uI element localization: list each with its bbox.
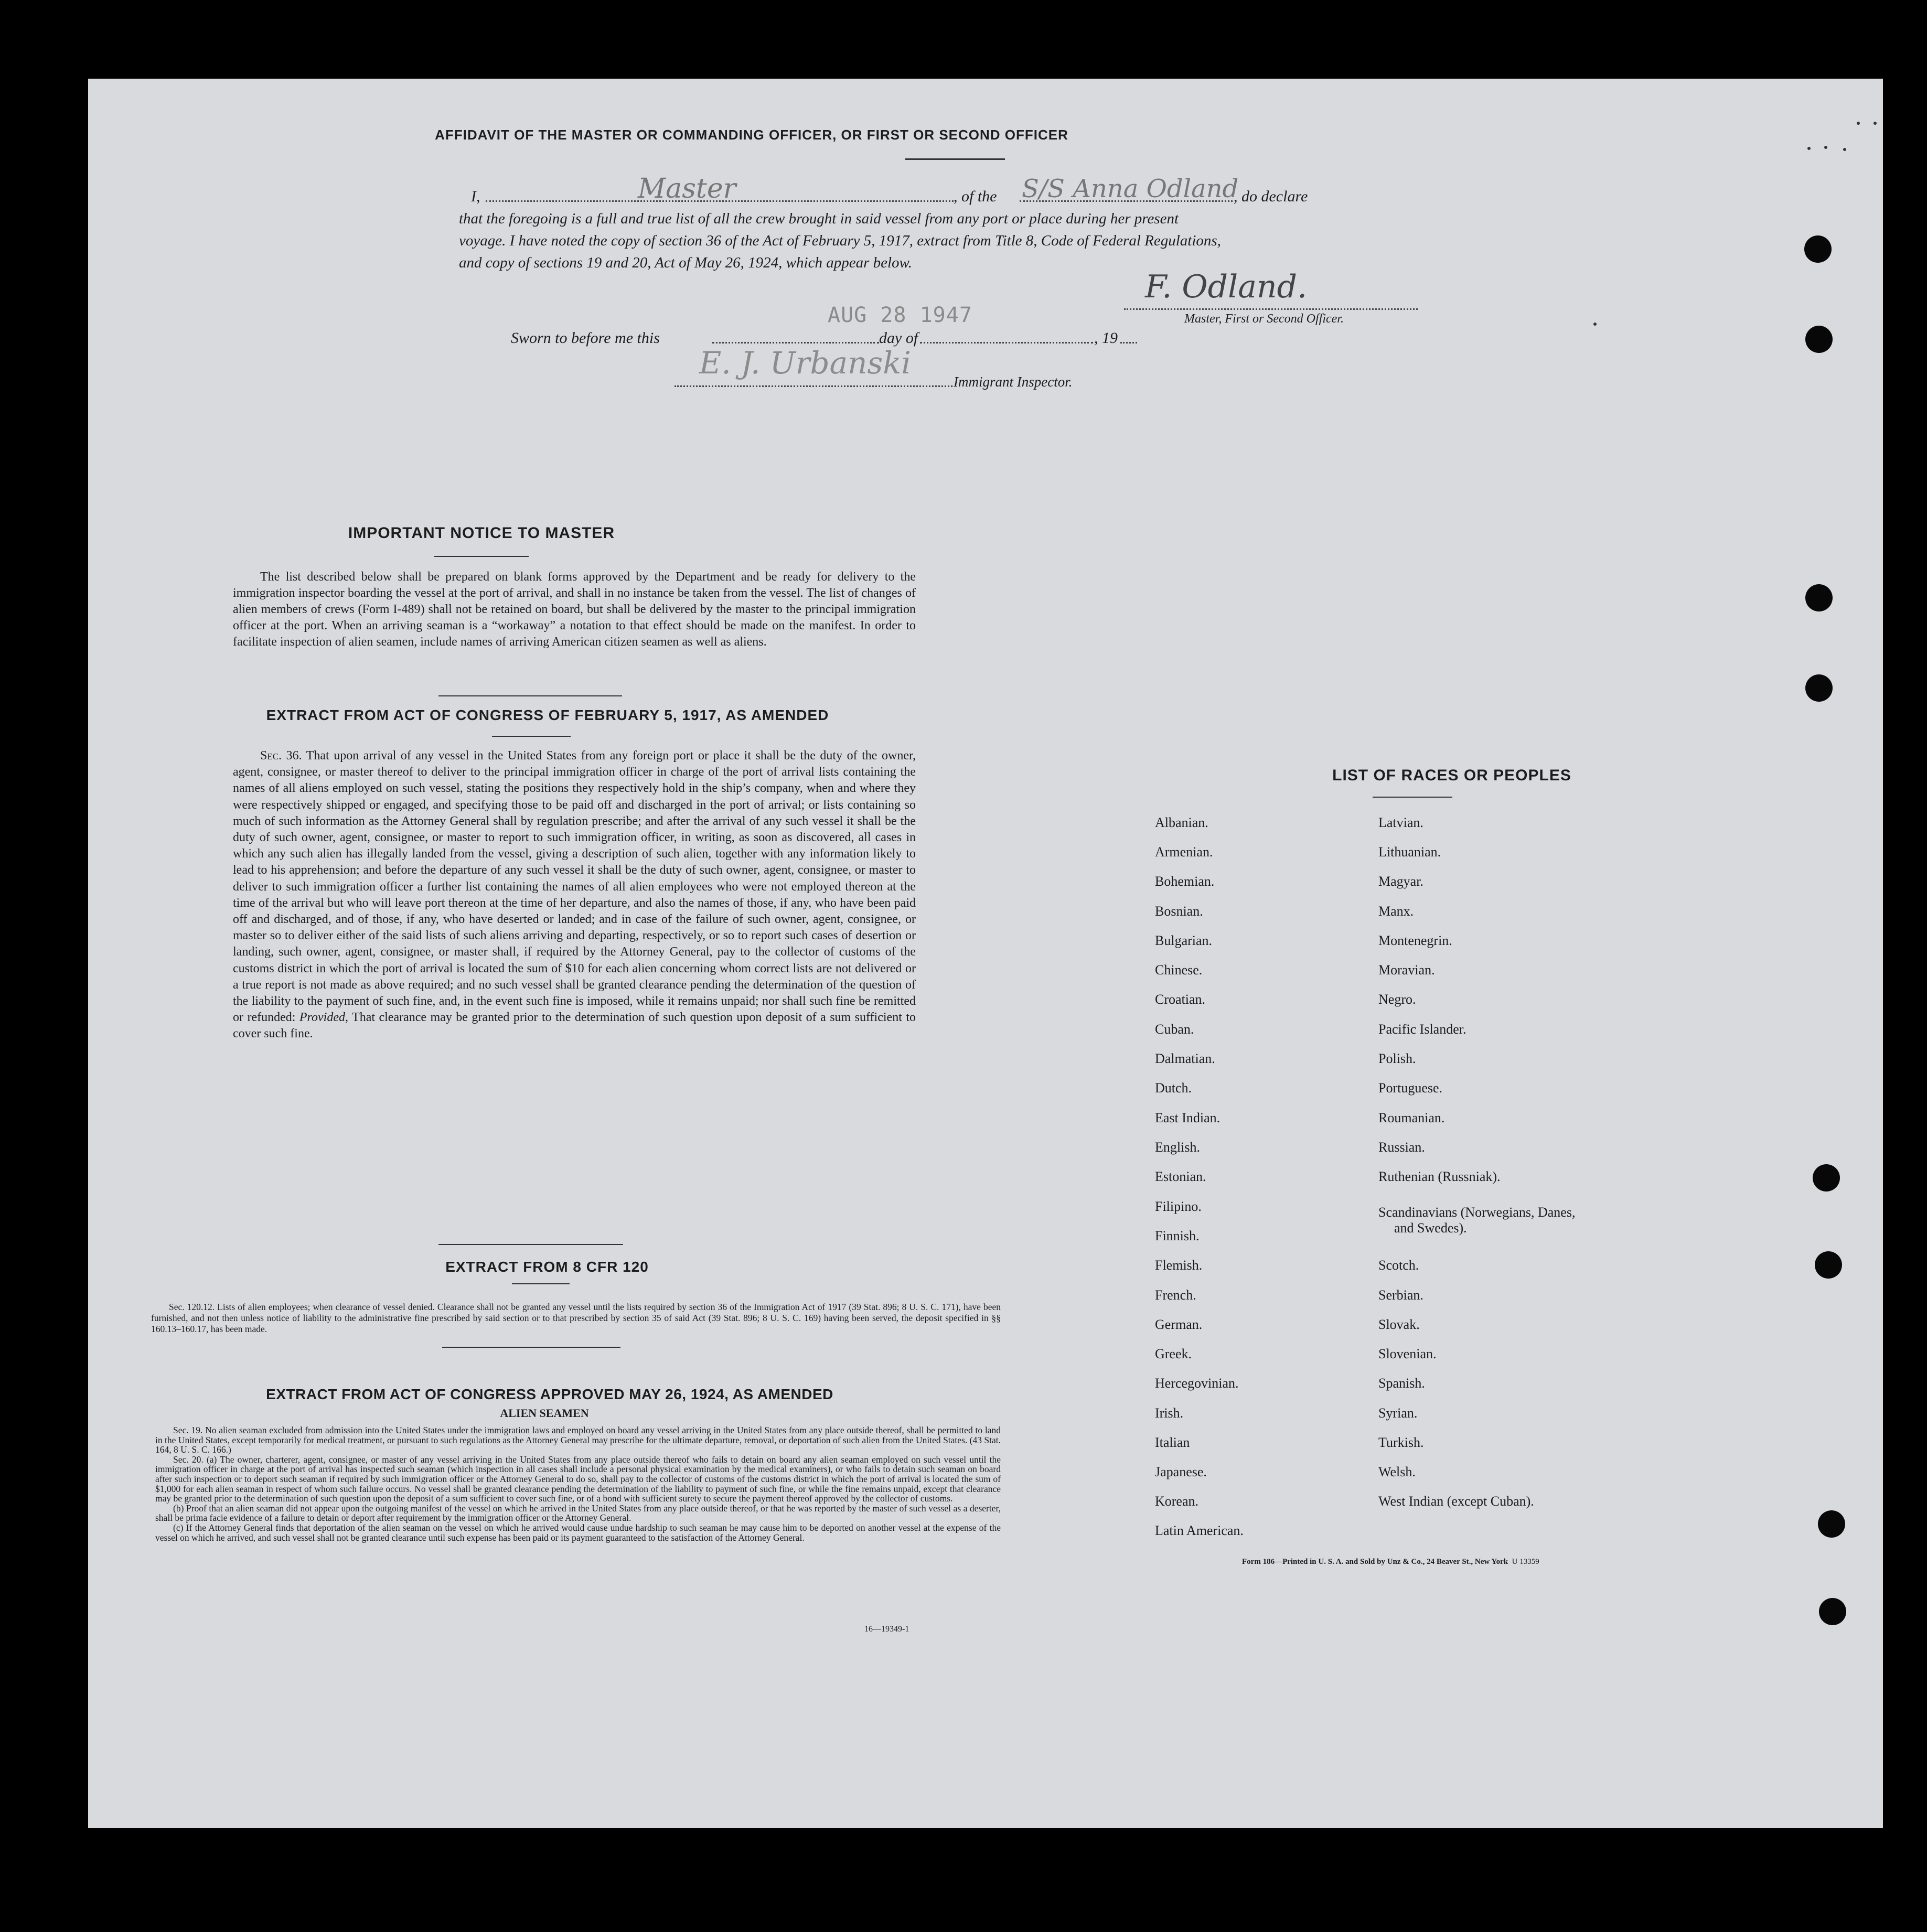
race-item: Dalmatian. [1155,1051,1215,1066]
form-note [1242,1558,1539,1566]
master-caption: Master, First or Second Officer. [1184,312,1344,326]
notice-text: The list described below shall be prepared on blank forms approved by the Department and be ready for delivery to the immigration inspector boarding the vessel at the port of arrival, and shall in no instance be taken from the vessel. The list of changes of alien members of crews (Form I-489) shall not be retained on board, but shall be delivered by the master to the principal immigration officer at the port. When an arriving seaman is a “workaway” a notation to that effect should be made on the manifest. In order to facilitate inspection of alien seamen, include names of arriving American citizen seamen as well as aliens. [233,570,916,649]
race-item: Hercegovinian. [1155,1376,1239,1391]
binder-hole [1813,1164,1840,1192]
race-item: Syrian. [1378,1405,1418,1421]
month-line [920,342,1093,344]
sec36-body: That upon arrival of any vessel in the United States from any foreign port or place it shall be the duty of the owner, agent, consignee, or master thereof to deliver to the principal immigration officer in charge of the port of arrival lists containing the names of all aliens employed on such vessel, stating the positions they respectively hold in the ship’s company, when and where they were respectively shipped or engaged, and specifying those to be paid off and discharged in the port of arrival; or lists containing so much of such information as the Attorney General shall by regulation prescribe; and after the arrival of any such vessel it shall be the duty of such owner, agent, consignee, or master to report to such immigration officer, in writing, as soon as discovered, all cases in which any such alien has illegally landed from the vessel, giving a description of such alien, together with any information likely to lead to his apprehension; and before the departure of any such vessel it shall be the duty of such owner, agent, consignee, or master to deliver to such immigration officer a further list containing the names of all alien employees who were not employed thereon at the time of the arrival but who will leave port thereon at the time of her departure, and also the names of those, if any, who have been paid off and discharged, and of those, if any, who have deserted or landed; and in case of the failure of such owner, agent, consignee, or master so to deliver either of the said lists of such aliens arriving and departing, respectively, or so to report such cases of desertion or landing, such owner, agent, consignee, or master shall, if required by the Attorney General, pay to the collector of customs of the customs district in which the port of arrival is located the sum of $10 for each alien concerning whom correct lists are not delivered or a true report is not made as above required; and no such vessel shall be granted clearance pending the determination of the question of the liability to the payment of such fine, and, in the event such fine is imposed, while it remains unpaid; nor shall such fine be remitted or refunded: [233,749,916,1025]
form-code: U 13359 [1512,1558,1539,1566]
year-prefix: , 19 [1094,329,1118,347]
race-item: Dutch. [1155,1080,1192,1096]
extract-1917-title: EXTRACT FROM ACT OF CONGRESS OF FEBRUARY 5, 1917, AS AMENDED [266,707,829,723]
notice-title: IMPORTANT NOTICE TO MASTER [348,524,615,542]
affidavit-line-4: and copy of sections 19 and 20, Act of May 26, 1924, which appear below. [459,254,912,271]
notice-rule [434,556,529,557]
race-item: Russian. [1378,1140,1425,1155]
race-item: Korean. [1155,1494,1199,1509]
section-divider-2 [438,1244,623,1245]
binder-hole [1805,584,1833,611]
do-declare-label: , do declare [1234,188,1308,205]
race-item: Portuguese. [1378,1080,1443,1096]
race-item: Bulgarian. [1155,933,1213,948]
sec20a-text: Sec. 20. (a) The owner, charterer, agent, consignee, or master of any vessel arriving in the United States from any place outside thereof who fails to detain on board any alien seaman employed on such vessel until the immigration officer in charge at the port of arrival has inspected such seaman (which inspection in all cases shall include a personal physical examination by the medical examiners), or who fails to detain such seaman on board after such inspection or to deport such seaman if required by such immigration officer or the Attorney General to do so, shall pay to the collector of customs of the customs district in which the port of arrival is located the sum of $1,000 for each alien seaman in respect of whom such failure occurs. No vessel shall be granted clearance pending the determination of the liability to payment of such fine, or while the fine remains unpaid, except that clearance may be granted prior to the determination of such question upon the deposit of a sum sufficient to cover such fine, or of a bond with sufficient surety to secure the payment thereof approved by the collector of customs. [155,1454,1001,1504]
sec36-label: Sec. 36. [260,749,302,763]
signature-line [1124,308,1418,310]
speck [1824,146,1827,149]
sec36-text [233,748,916,1043]
day-of-label: day of [879,329,918,347]
date-stamp: AUG 28 1947 [828,303,972,327]
race-item: Bosnian. [1155,904,1203,919]
race-item: English. [1155,1140,1200,1155]
master-signature: F. Odland. [1145,269,1308,305]
master-handwriting: Master [638,173,736,205]
race-item: Armenian. [1155,844,1213,860]
inspector-caption: Immigrant Inspector. [954,374,1073,390]
inspector-signature: E. J. Urbanski [699,345,911,381]
section-divider-1 [438,695,622,696]
race-item: Latvian. [1378,815,1423,830]
extract-cfr-title: EXTRACT FROM 8 CFR 120 [445,1259,649,1275]
binder-hole [1804,235,1832,263]
race-item: Irish. [1155,1405,1184,1421]
affidavit-line-3: voyage. I have noted the copy of section 36 of the Act of February 5, 1917, extract from Title 8, Code of Federal Regulations, [459,232,1221,249]
speck [1807,147,1811,150]
race-item: Croatian. [1155,992,1206,1007]
binder-hole [1818,1510,1845,1538]
race-item: Flemish. [1155,1258,1203,1273]
binder-hole [1815,1251,1842,1279]
title-rule [905,158,1005,160]
races-title: LIST OF RACES OR PEOPLES [1332,767,1571,784]
race-item: Lithuanian. [1378,844,1441,860]
sworn-label: Sworn to before me this [511,329,660,347]
form-note-text: Form 186—Printed in U. S. A. and Sold by Unz & Co., 24 Beaver St., New York [1242,1558,1508,1566]
race-item: Estonian. [1155,1169,1206,1184]
sec19-text: Sec. 19. No alien seaman excluded from admission into the United States under the immigration laws and employed on board any vessel arriving in the United States from any place outside thereof, shall be permitted to land in the United States, except temporarily for medical treatment, or pursuant to such regulations as the Attorney General may prescribe for the ultimate departure, removal, or deportation of such alien from the United States. (43 Stat. 164, 8 U. S. C. 166.) [155,1425,1001,1455]
race-item: Negro. [1378,992,1416,1007]
sec36-provided: Provided, [299,1011,348,1025]
race-item: Pacific Islander. [1378,1022,1466,1037]
race-item: Spanish. [1378,1376,1425,1391]
race-item: Bohemian. [1155,874,1215,889]
race-item: Scandinavians (Norwegians, Danes, and Swedes). [1378,1205,1576,1236]
race-item: Cuban. [1155,1022,1194,1037]
race-item: Albanian. [1155,815,1208,830]
binder-hole [1805,326,1833,353]
race-item: Magyar. [1378,874,1423,889]
extract-1924-title: EXTRACT FROM ACT OF CONGRESS APPROVED MAY 26, 1924, AS AMENDED [266,1386,833,1402]
race-item: Scotch. [1378,1258,1419,1273]
sec36-end: That clearance may be granted prior to the determination of such question upon deposit of a sum sufficient to cover such fine. [233,1011,916,1041]
binder-hole [1805,674,1833,702]
race-item: West Indian (except Cuban). [1378,1494,1534,1509]
races-rule [1373,797,1452,798]
race-item: German. [1155,1317,1203,1332]
race-item: Latin American. [1155,1523,1244,1538]
affidavit-line-2: that the foregoing is a full and true list of all the crew brought in said vessel from any port or place during her present [459,210,1179,227]
binder-hole [1819,1598,1846,1625]
race-item: Japanese. [1155,1464,1207,1479]
print-code: 16—19349-1 [864,1625,909,1634]
race-item: Turkish. [1378,1435,1424,1450]
race-item: Moravian. [1378,962,1435,978]
race-item: Montenegrin. [1378,933,1452,948]
race-item: Polish. [1378,1051,1416,1066]
inspector-line [675,385,952,387]
speck [1593,323,1597,326]
extract-1924-body [155,1425,1001,1542]
section-divider-3 [442,1347,620,1348]
affidavit-i-label: I, [471,188,480,205]
extract-cfr-rule [512,1283,570,1284]
vessel-handwriting: S/S Anna Odland [1022,174,1239,203]
race-item: Italian [1155,1435,1190,1450]
extract-1917-rule [492,736,571,737]
race-item: Manx. [1378,904,1414,919]
race-item: Slovenian. [1378,1346,1437,1361]
year-line [1120,342,1137,344]
speck [1874,122,1877,125]
document-page [88,79,1883,1828]
race-item: Serbian. [1378,1287,1423,1303]
race-item: Finnish. [1155,1228,1200,1243]
race-item: Filipino. [1155,1199,1202,1214]
race-item: Welsh. [1378,1464,1416,1479]
race-item: Chinese. [1155,962,1203,978]
race-item: French. [1155,1287,1196,1303]
sec20c-text: (c) If the Attorney General finds that deportation of the alien seaman on the vessel on which he arrived would cause undue hardship to such seaman he may cause him to be deported on another vessel at the expense of the vessel on which he arrived, and such vessel shall not be granted clearance until such expense has been paid or its payment guaranteed to the satisfaction of the Attorney General. [155,1522,1001,1543]
of-the-label: , of the [954,188,997,205]
race-item: Slovak. [1378,1317,1420,1332]
cfr-text: Sec. 120.12. Lists of alien employees; when clearance of vessel denied. Clearance shall not be granted any vessel until the lists required by section 36 of the Immigration Act of 1917 (39 Stat. 896; 8 U. S. C. 171), have been furnished, and not then unless notice of liability to the administrative fine prescribed by said section or to that prescribed by section 35 of said Act (39 Stat. 896; 8 U. S. C. 169) having been served, the deposit specified in §§ 160.13–160.17, has been made. [151,1302,1001,1334]
race-item: Roumanian. [1378,1110,1445,1125]
race-item: Greek. [1155,1346,1192,1361]
race-item: East Indian. [1155,1110,1221,1125]
speck [1843,148,1846,151]
affidavit-title: AFFIDAVIT OF THE MASTER OR COMMANDING OFFICER, OR FIRST OR SECOND OFFICER [435,127,1068,143]
alien-seamen-subtitle: ALIEN SEAMEN [500,1407,589,1420]
sworn-day-line [712,342,879,344]
speck [1857,122,1860,125]
sec20b-text: (b) Proof that an alien seaman did not appear upon the outgoing manifest of the vessel on which he arrived in the United States from any place outside thereof, or that he was reported by the master of such vessel as a deserter, shall be prima facie evidence of a failure to detain or deport after requirement by the immigration officer or the Attorney General. [155,1502,1001,1523]
race-item: Ruthenian (Russniak). [1378,1169,1501,1184]
